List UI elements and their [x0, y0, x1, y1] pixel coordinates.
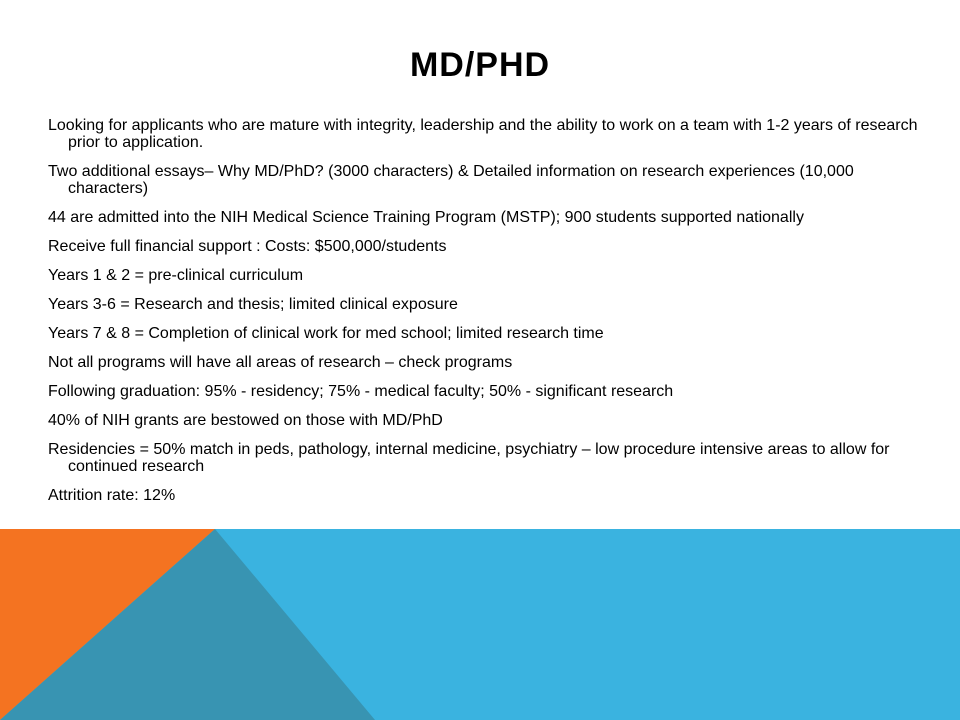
bullet-item: 40% of NIH grants are bestowed on those with MD/PhD: [48, 412, 443, 429]
bullet-item: Years 1 & 2 = pre-clinical curriculum: [48, 267, 304, 284]
bullet-item: 44 are admitted into the NIH Medical Science Training Program (MSTP); 900 students supported nationally: [48, 209, 804, 226]
bullet-item: Following graduation: 95% - residency; 75% - medical faculty; 50% - significant research: [48, 383, 674, 400]
bullet-item: Looking for applicants who are mature with integrity, leadership and the ability to work on a team with 1-2 years of research prior to application.: [48, 117, 918, 151]
slide-title: MD/PHD: [409, 46, 551, 84]
bullet-list: [48, 117, 928, 516]
bullet-item: Receive full financial support : Costs: $500,000/students: [48, 238, 447, 255]
bullet-item: Attrition rate: 12%: [48, 487, 176, 504]
bullet-item: Years 3-6 = Research and thesis; limited clinical exposure: [48, 296, 458, 313]
decorative-footer: [0, 529, 960, 720]
bullet-item: Two additional essays– Why MD/PhD? (3000 characters) & Detailed information on research experiences (10,000 characters): [48, 163, 854, 197]
bullet-item: Years 7 & 8 = Completion of clinical work for med school; limited research time: [48, 325, 604, 342]
bullet-item: Residencies = 50% match in peds, pathology, internal medicine, psychiatry – low procedure intensive areas to allow for continued research: [48, 441, 890, 475]
bullet-item: Not all programs will have all areas of research – check programs: [48, 354, 513, 371]
